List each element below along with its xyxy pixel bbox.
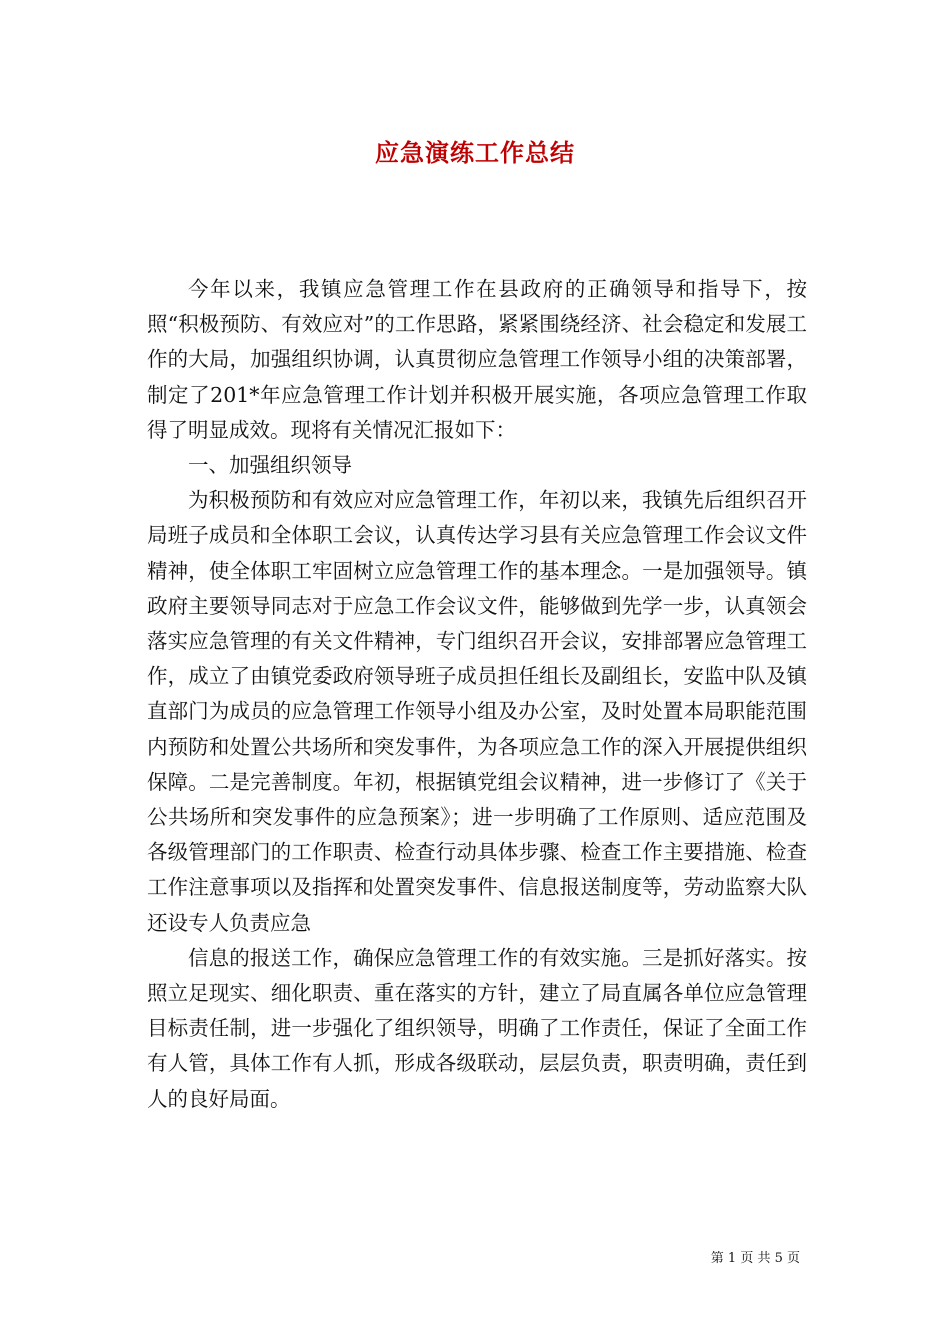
section-heading: 一、加强组织领导 xyxy=(188,453,352,478)
body-paragraph: 为积极预防和有效应对应急管理工作，年初以来，我镇先后组织召开局班子成员和全体职工会议，认真传达学习县有关应急管理工作会议文件精神，使全体职工牢固树立应急管理工作的基本理念。一是加强领导。镇政府主要领导同志对于应急工作会议文件，能够做到先学一步，认真领会落实应急管理的有关文件精神，专门组织召开会议，安排部署应急管理工作，成立了由镇党委政府领导班子成员担任组长及副组长，安监中队及镇直部门为成员的应急管理工作领导小组及办公室，及时处置本局职能范围内预防和处置公共场所和突发事件，为各项应急工作的深入开展提供组织保障。二是完善制度。年初，根据镇党组会议精神，进一步修订了《关于公共场所和突发事件的应急预案》；进一步明确了工作原则、适应范围及各级管理部门的工作职责、检查行动具体步骤、检查工作主要措施、检查工作注意事项以及指挥和处置突发事件、信息报送制度等，劳动监察大队还设专人负责应急 xyxy=(147,488,807,935)
document-body xyxy=(147,272,807,1117)
intro-paragraph: 今年以来，我镇应急管理工作在县政府的正确领导和指导下，按照“积极预防、有效应对”的工作思路，紧紧围绕经济、社会稳定和发展工作的大局，加强组织协调，认真贯彻应急管理工作领导小组的决策部署，制定了201*年应急管理工作计划并积极开展实施，各项应急管理工作取得了明显成效。现将有关情况汇报如下： xyxy=(147,277,807,442)
body-paragraph: 信息的报送工作，确保应急管理工作的有效实施。三是抓好落实。按照立足现实、细化职责、重在落实的方针，建立了局直属各单位应急管理目标责任制，进一步强化了组织领导，明确了工作责任，保证了全面工作有人管，具体工作有人抓，形成各级联动，层层负责，职责明确，责任到人的良好局面。 xyxy=(147,945,807,1111)
page-number: 第 1 页 共 5 页 xyxy=(710,1251,800,1266)
document-title: 应急演练工作总结 xyxy=(375,138,575,167)
